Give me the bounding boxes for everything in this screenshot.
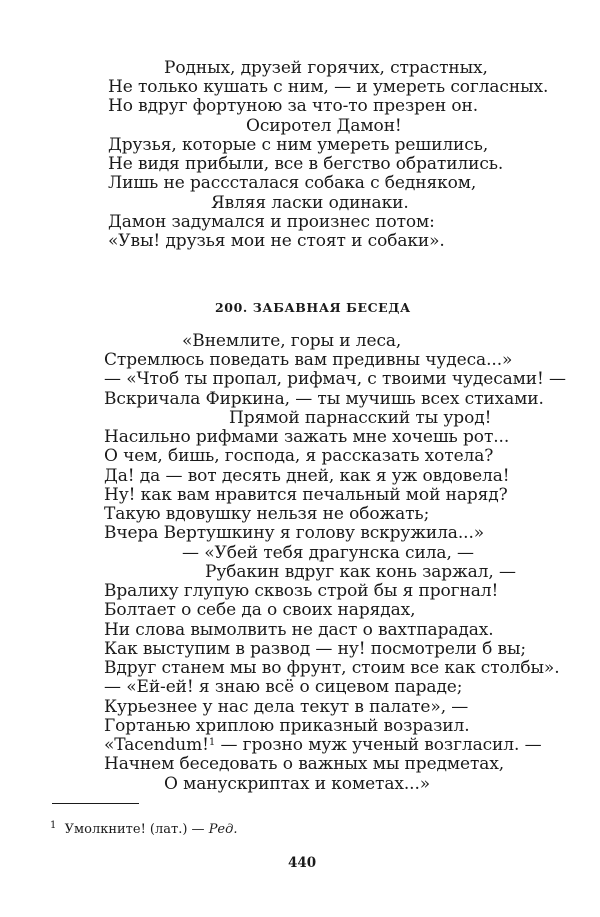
poem2-line: Начнем беседовать о важных мы предметах, — [104, 754, 505, 774]
poem2-line: Стремлюсь поведать вам предивны чудеса...» — [104, 350, 513, 370]
poem2-line: Болтает о себе да о своих нарядах, — [104, 600, 416, 620]
poem2-line: Вралиху глупую сквозь строй бы я прогнал! — [104, 581, 499, 601]
poem2-line: Да! да — вот десять дней, как я уж овдовела! — [104, 466, 510, 486]
poem1-line: «Увы! друзья мои не стоят и собаки». — [108, 231, 445, 251]
poem2-line: Рубакин вдруг как конь заржал, — — [205, 562, 516, 582]
poem2-line: «Внемлите, горы и леса, — [182, 331, 402, 351]
poem1-line: Осиротел Дамон! — [246, 116, 402, 136]
poem2-line: Вскричала Фиркина, — ты мучишь всех стихами. — [104, 389, 544, 409]
poem2-line: Насильно рифмами зажать мне хочешь рот... — [104, 427, 510, 447]
poem-title: 200. ЗАБАВНАЯ БЕСЕДА — [215, 300, 411, 315]
page-number: 440 — [288, 855, 317, 871]
poem2-line: — «Ей-ей! я знаю всё о сицевом параде; — [104, 677, 463, 697]
poem1-line: Лишь не расссталася собака с бедняком, — [108, 173, 477, 193]
poem2-line: Как выступим в развод — ну! посмотрели б вы; — [104, 639, 527, 659]
footnote-rule — [52, 803, 139, 804]
poem1-line: Друзья, которые с ним умереть решились, — [108, 135, 489, 155]
poem2-line: Прямой парнасский ты урод! — [229, 408, 492, 428]
footnote-text: Умолкните! (лат.) — — [64, 822, 205, 837]
poem2-line: — «Убей тебя драгунска сила, — — [182, 543, 474, 563]
poem2-line: Такую вдовушку нельзя не обожать; — [104, 504, 430, 524]
poem2-line-tacendum — [104, 735, 541, 755]
poem2-line: — «Чтоб ты пропал, рифмач, с твоими чудесами! — — [104, 369, 566, 389]
poem2-line: Вчера Вертушкину я голову вскружила...» — [104, 523, 485, 543]
poem2-line: Вдруг станем мы во фрунт, стоим все как столбы». — [104, 658, 560, 678]
poem2-line: О чем, бишь, господа, я рассказать хотела? — [104, 446, 494, 466]
poem1-line: Не видя прибыли, все в бегство обратились. — [108, 154, 504, 174]
poem1-line: Но вдруг фортуною за что-то презрен он. — [108, 96, 479, 116]
footnote-ref: 1 — [208, 737, 216, 748]
tacendum-word: «Tacendum! — [104, 735, 209, 755]
poem1-line: Дамон задумался и произнес потом: — [108, 212, 435, 232]
poem2-line: Ну! как вам нравится печальный мой наряд? — [104, 485, 508, 505]
poem1-line: Не только кушать с ним, — и умереть согласных. — [108, 77, 549, 97]
poem2-line: О манускриптах и кометах...» — [164, 774, 431, 794]
poem1-line: Являя ласки одинаки. — [211, 193, 409, 213]
tacendum-rest: — грозно муж ученый возгласил. — — [220, 735, 542, 755]
poem2-line: Ни слова вымолвить не даст о вахтпарадах. — [104, 620, 494, 640]
footnote — [50, 822, 238, 838]
poem1-line: Родных, друзей горячих, страстных, — [164, 58, 488, 78]
poem2-line: Гортанью хриплою приказный возразил. — [104, 716, 470, 736]
poem2-line: Курьезнее у нас дела текут в палате», — — [104, 697, 469, 717]
footnote-mark: 1 — [50, 820, 57, 831]
footnote-editor: Ред. — [208, 822, 238, 837]
